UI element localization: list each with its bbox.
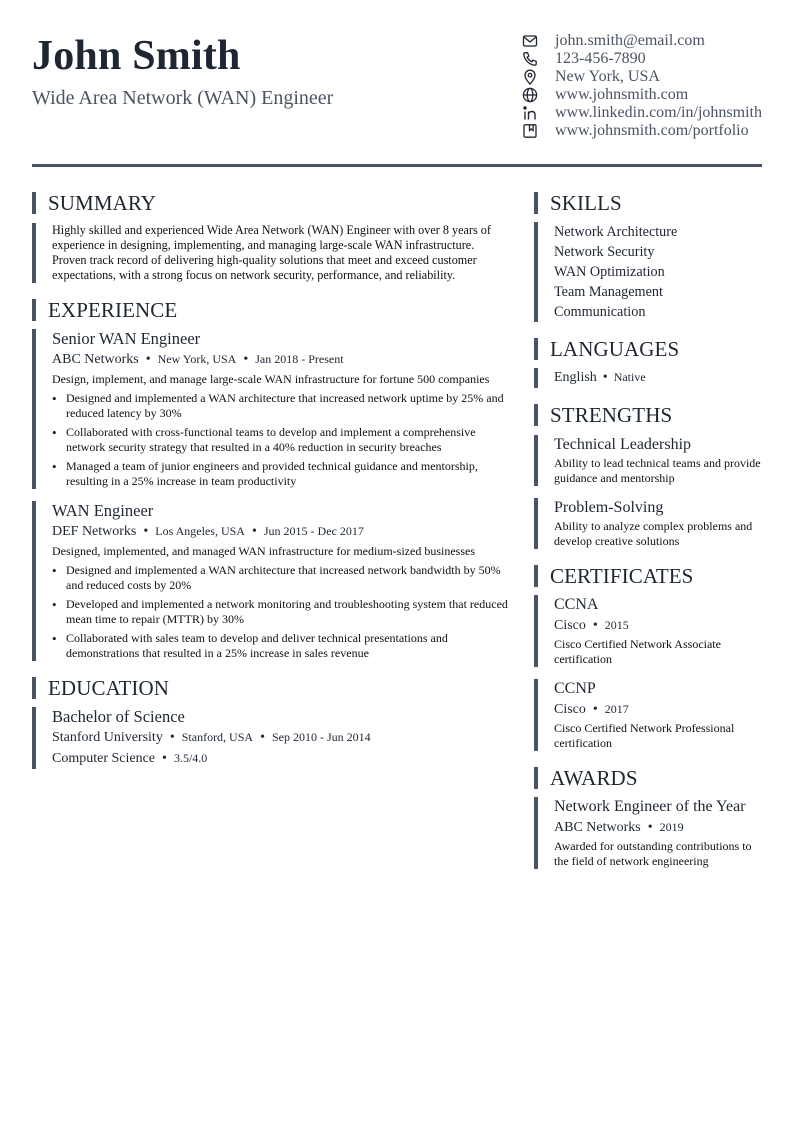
linkedin-icon [522, 105, 538, 121]
contact-portfolio-text: www.johnsmith.com/portfolio [555, 122, 749, 139]
skill-item: Team Management [554, 284, 663, 300]
achievement-item: • Managed a team of junior engineers and provided technical guidance and mentorship, resulting in a 25% increase in team productivity [52, 459, 508, 489]
award-name: Network Engineer of the Year [554, 798, 746, 815]
contact-phone[interactable] [522, 50, 772, 68]
degree-title: Bachelor of Science [52, 707, 185, 726]
resume-header [32, 30, 762, 168]
skill-item: Communication [554, 304, 646, 320]
strength-item [534, 435, 762, 486]
certificate-year: 2015 [604, 618, 629, 632]
job-meta [52, 349, 508, 370]
contact-list [522, 32, 772, 140]
achievement-item: • Designed and implemented a WAN architecture that increased network uptime by 25% and reduced latency by 30% [52, 391, 508, 421]
left-column [32, 192, 508, 769]
award-description: Awarded for outstanding contributions to the field of network engineering [554, 839, 752, 868]
achievement-list [52, 391, 508, 489]
experience-item [32, 329, 508, 489]
job-location: New York, USA [157, 352, 237, 366]
job-dates: Jun 2015 - Dec 2017 [263, 524, 364, 538]
skill-item: Network Architecture [554, 224, 678, 240]
separator-dot: • [169, 730, 175, 745]
skill-item: Network Security [554, 244, 655, 260]
contact-location [522, 68, 772, 86]
achievement-item: • Collaborated with cross-functional teams to develop and implement a comprehensive network security strategy that resulted in a 40% reduction in security breaches [52, 425, 508, 455]
award-issuer: ABC Networks [554, 820, 641, 835]
separator-dot: • [251, 524, 257, 539]
education-field-line [52, 748, 508, 769]
awards-heading: AWARDS [534, 767, 762, 789]
certificate-issuer: Cisco [554, 618, 586, 633]
education-meta [52, 727, 508, 748]
experience-item [32, 501, 508, 661]
contact-phone-text: 123-456-7890 [555, 50, 646, 67]
certificate-meta [554, 699, 762, 720]
company-name: ABC Networks [52, 352, 139, 367]
phone-icon [522, 51, 538, 67]
languages-list [534, 368, 762, 388]
strengths-heading: STRENGTHS [534, 404, 762, 426]
globe-icon [522, 87, 538, 103]
contact-portfolio[interactable] [522, 122, 772, 140]
job-description: Designed, implemented, and managed WAN infrastructure for medium-sized businesses [52, 544, 475, 558]
certificate-description: Cisco Certified Network Professional certification [554, 721, 735, 750]
company-name: DEF Networks [52, 524, 137, 539]
skills-list [534, 222, 762, 322]
location-pin-icon [522, 69, 538, 85]
separator-dot: • [243, 352, 249, 367]
languages-heading: LANGUAGES [534, 338, 762, 360]
candidate-name: John Smith [32, 33, 241, 79]
contact-linkedin-text: www.linkedin.com/in/johnsmith [555, 104, 762, 121]
certificate-name: CCNA [554, 596, 599, 613]
education-dates: Sep 2010 - Jun 2014 [271, 730, 371, 744]
summary-heading: SUMMARY [32, 192, 508, 214]
separator-dot: • [647, 820, 653, 835]
strength-title: Problem-Solving [554, 499, 664, 516]
bookmark-icon [522, 123, 538, 139]
separator-dot: • [145, 352, 151, 367]
certificate-name: CCNP [554, 680, 596, 697]
school-name: Stanford University [52, 730, 163, 745]
achievement-item: • Designed and implemented a WAN architecture that increased network bandwidth by 50% and reduced costs by 20% [52, 563, 508, 593]
separator-dot: • [162, 751, 167, 766]
language-level: Native [613, 370, 646, 384]
job-location: Los Angeles, USA [155, 524, 245, 538]
language-item [554, 369, 762, 386]
strength-description: Ability to lead technical teams and provide guidance and mentorship [554, 456, 761, 485]
school-location: Stanford, USA [181, 730, 254, 744]
contact-website-text: www.johnsmith.com [555, 86, 689, 103]
education-heading: EDUCATION [32, 677, 508, 699]
contact-email-text: john.smith@email.com [555, 32, 705, 49]
strength-title: Technical Leadership [554, 436, 692, 453]
separator-dot: • [602, 370, 608, 385]
separator-dot: • [260, 730, 265, 745]
skills-heading: SKILLS [534, 192, 762, 214]
candidate-title: Wide Area Network (WAN) Engineer [32, 87, 334, 109]
job-dates: Jan 2018 - Present [255, 352, 344, 366]
certificate-description: Cisco Certified Network Associate certification [554, 637, 721, 666]
language-name: English [554, 370, 597, 385]
job-description: Design, implement, and manage large-scale WAN infrastructure for fortune 500 companies [52, 372, 490, 386]
contact-email[interactable] [522, 32, 772, 50]
award-meta [554, 817, 762, 838]
certificate-item [534, 679, 762, 751]
strength-description: Ability to analyze complex problems and develop creative solutions [554, 519, 753, 548]
separator-dot: • [143, 524, 149, 539]
award-year: 2019 [659, 820, 684, 834]
achievement-item: • Developed and implemented a network monitoring and troubleshooting system that reduced mean time to repair (MTTR) by 30% [52, 597, 508, 627]
skill-item: WAN Optimization [554, 264, 665, 280]
certificate-issuer: Cisco [554, 702, 586, 717]
contact-linkedin[interactable] [522, 104, 772, 122]
certificate-item [534, 595, 762, 667]
gpa: 3.5/4.0 [173, 751, 208, 765]
job-title: WAN Engineer [52, 501, 154, 520]
contact-location-text: New York, USA [555, 68, 660, 85]
envelope-icon [522, 33, 538, 49]
job-title: Senior WAN Engineer [52, 329, 201, 348]
job-meta [52, 521, 508, 542]
education-item [32, 707, 508, 769]
field-of-study: Computer Science [52, 751, 156, 766]
separator-dot: • [592, 618, 598, 633]
header-divider [32, 164, 762, 167]
summary-text: Highly skilled and experienced Wide Area Network (WAN) Engineer with over 8 years of experience in designing, implementing, and managing large-scale WAN infrastructure. Proven track record of delivering high-quality solutions that meet and exceed customer expectations, with a strong focus on network security, performance, and reliability. [52, 223, 491, 282]
achievement-item: • Collaborated with sales team to develop and deliver technical presentations and demonstrations that resulted in a 25% increase in sales revenue [52, 631, 508, 661]
summary-block [32, 223, 508, 283]
certificate-meta [554, 615, 762, 636]
strength-item [534, 498, 762, 549]
certificates-heading: CERTIFICATES [534, 565, 762, 587]
experience-heading: EXPERIENCE [32, 299, 508, 321]
right-column [534, 192, 762, 869]
award-item [534, 797, 762, 869]
certificate-year: 2017 [604, 702, 629, 716]
achievement-list [52, 563, 508, 661]
contact-website[interactable] [522, 86, 772, 104]
separator-dot: • [592, 702, 598, 717]
